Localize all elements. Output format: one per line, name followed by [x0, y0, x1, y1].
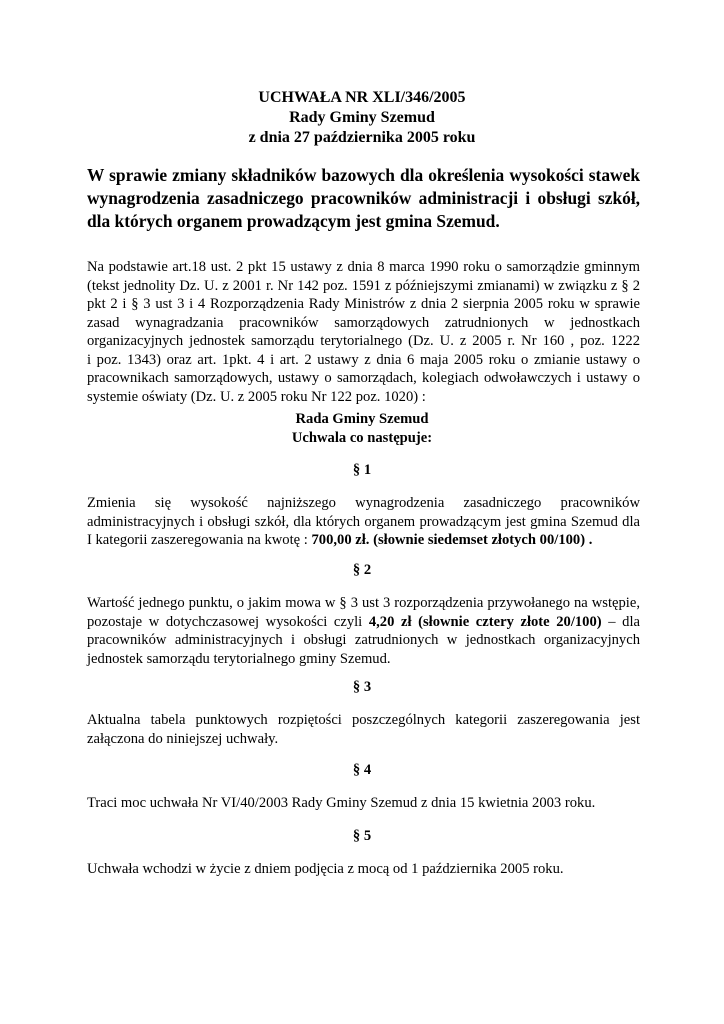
- section-3-title: § 3: [352, 679, 372, 695]
- section-1-line: Zmienia się wysokość najniższego wynagrodzenia zasadniczego pracowników: [87, 495, 640, 511]
- council-decision-line: Rada Gminy Szemud: [295, 411, 429, 427]
- resolution-subject: W sprawie zmiany składników bazowych dla określenia wysokości stawek wynagrodzenia zasadniczego pracowników administracji i obsługi szkół, dla których organem prowadzącym jest gmina Szemud.: [87, 165, 640, 231]
- resolution-date: z dnia 27 października 2005 roku: [248, 129, 476, 146]
- section-2-line-plain: pozostaje w dotychczasowej wysokości czyli: [87, 613, 369, 630]
- section-2-line: jednostek samorządu terytorialnego gminy Szemud.: [87, 650, 391, 667]
- legal-basis-line: (tekst jednolity Dz. U. z 2001 r. Nr 142 poz. 1591 z późniejszymi zmianami) w związku z § 2: [87, 277, 640, 294]
- section-1-line-plain: I kategorii zaszeregowania na kwotę :: [87, 532, 312, 548]
- section-2-line-plain-end: – dla: [601, 613, 640, 630]
- section-1-text: [87, 494, 640, 550]
- resolution-header: [0, 88, 724, 148]
- section-1-line: administracyjnych i obsługi szkół, dla których organem prowadzącym jest gmina Szemud dla: [87, 513, 640, 530]
- section-5-text: [87, 860, 640, 879]
- resolution-number: UCHWAŁA NR XLI/346/2005: [258, 89, 466, 106]
- section-5-title: § 5: [352, 828, 372, 844]
- legal-basis-line: i poz. 1343) oraz art. 1pkt. 4 i art. 2 ustawy z dnia 6 maja 2005 roku o zmianie ustawy o: [87, 351, 640, 368]
- legal-basis-line: zasad wynagradzania pracowników samorządowych zatrudnionych w jednostkach: [87, 314, 640, 331]
- section-2-title: § 2: [352, 562, 372, 578]
- section-1-title: § 1: [352, 462, 372, 478]
- legal-basis-line: organizacyjnych jednostek samorządu terytorialnego (Dz. U. z 2005 r. Nr 160 , poz. 1222: [87, 333, 640, 349]
- legal-basis-line: pkt 2 i § 3 ust 3 i 4 Rozporządzenia Rady Ministrów z dnia 2 sierpnia 2005 roku w sprawie: [87, 296, 640, 312]
- section-5-line: Uchwała wchodzi w życie z dniem podjęcia z mocą od 1 października 2005 roku.: [87, 861, 564, 877]
- section-1-line: [87, 531, 640, 550]
- section-2-text: [87, 594, 640, 668]
- council-decision: [0, 410, 724, 448]
- section-3-text: [87, 711, 640, 748]
- legal-basis: [87, 258, 640, 406]
- council-decision-line: Uchwala co następuje:: [291, 430, 433, 446]
- section-2-line: pracowników administracyjnych i obsługi zatrudnionych w jednostkach organizacyjnych: [87, 632, 640, 648]
- section-2-line: Wartość jednego punktu, o jakim mowa w § 3 ust 3 rozporządzenia przywołanego na wstępie,: [87, 595, 640, 611]
- legal-basis-line: systemie oświaty (Dz. U. z 2005 roku Nr 122 poz. 1020) :: [87, 388, 426, 405]
- section-3-line: załączona do niniejszej uchwały.: [87, 730, 279, 747]
- section-4-line: Traci moc uchwała Nr VI/40/2003 Rady Gminy Szemud z dnia 15 kwietnia 2003 roku.: [87, 795, 596, 811]
- section-2-line: [87, 613, 640, 632]
- legal-basis-line: Na podstawie art.18 ust. 2 pkt 15 ustawy z dnia 8 marca 1990 roku o samorządzie gminnym: [87, 259, 640, 275]
- section-3-line: Aktualna tabela punktowych rozpiętości poszczególnych kategorii zaszeregowania jest: [87, 712, 640, 728]
- section-4-text: [87, 794, 640, 813]
- legal-basis-line: pracownikach samorządowych, ustawy o samorządach, kolegiach odwoławczych i ustawy o: [87, 370, 640, 386]
- section-2-point-value: 4,20 zł (słownie cztery złote 20/100): [368, 613, 602, 630]
- section-4-title: § 4: [352, 762, 372, 778]
- section-1-amount: 700,00 zł. (słownie siedemset złotych 00/100) .: [311, 532, 593, 548]
- council-name: Rady Gminy Szemud: [289, 109, 435, 126]
